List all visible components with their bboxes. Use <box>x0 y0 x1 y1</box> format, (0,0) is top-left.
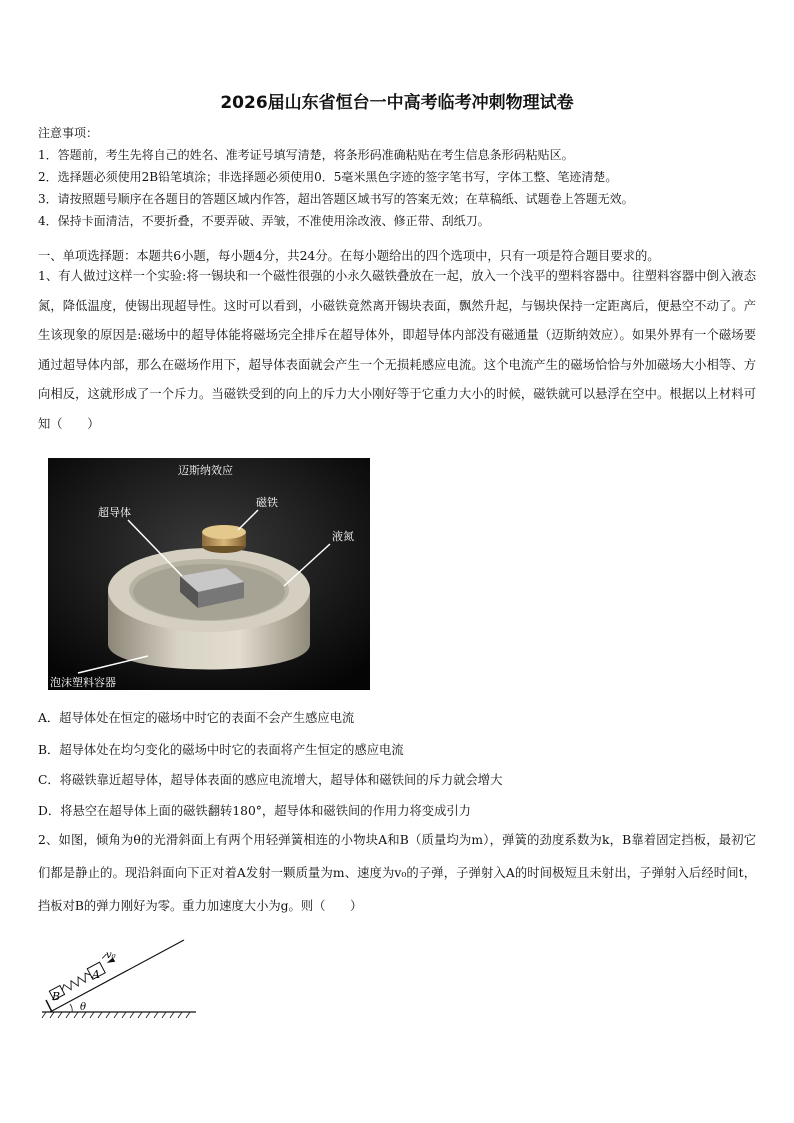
note-item-4: 4．保持卡面清洁，不要折叠，不要弄破、弄皱，不准使用涂改液、修正带、刮纸刀。 <box>38 214 490 228</box>
figure-title: 迈斯纳效应 <box>178 464 233 477</box>
label-v0: v₀ <box>106 950 116 961</box>
question-1-option-c: C．将磁铁靠近超导体，超导体表面的感应电流增大，超导体和磁铁间的斥力就会增大 <box>38 773 503 787</box>
section-heading: 一、单项选择题：本题共6小题，每小题4分，共24分。在每小题给出的四个选项中，只有一项是符合题目要求的。 <box>38 249 660 263</box>
page-title: 2026届山东省恒台一中高考临考冲刺物理试卷 <box>220 93 574 113</box>
meissner-effect-figure <box>48 458 370 690</box>
notes-heading: 注意事项： <box>38 126 99 140</box>
label-superconductor: 超导体 <box>98 506 131 519</box>
label-theta: θ <box>80 1002 87 1013</box>
question-2-stem: 2、如图，倾角为θ的光滑斜面上有两个用轻弹簧相连的小物块A和B（质量均为m），弹簧的劲度系数为k，B靠着固定挡板，最初它们都是静止的。现沿斜面向下正对着A发射一颗质量为m、速度为v₀的子弹，子弹射入A的时间极短且未射出，子弹射入后经时间t，挡板对B的弹力刚好为零。重力加速度大小为g。则（ ） <box>38 833 756 913</box>
incline-spring-figure <box>40 936 200 1026</box>
label-b: B <box>52 990 61 1003</box>
question-1-stem: 1、有人做过这样一个实验:将一锡块和一个磁性很强的小永久磁铁叠放在一起，放入一个浅平的塑料容器中。往塑料容器中倒入液态氮，降低温度，使锡出现超导性。这时可以看到，小磁铁竟然离开锡块表面，飘然升起，与锡块保持一定距离后，便悬空不动了。产生该现象的原因是:磁场中的超导体能将磁场完全排斥在超导体外，即超导体内部没有磁通量（迈斯纳效应）。如果外界有一个磁场要通过超导体内部，那么在磁场作用下，超导体表面就会产生一个无损耗感应电流。这个电流产生的磁场恰恰与外加磁场大小相等、方向相反，这就形成了一个斥力。当磁铁受到的向上的斥力大小刚好等于它重力大小的时候，磁铁就可以悬浮在空中。根据以上材料可知（ ） <box>38 269 756 431</box>
question-1-option-a: A．超导体处在恒定的磁场中时它的表面不会产生感应电流 <box>38 711 355 725</box>
question-1-option-b: B．超导体处在均匀变化的磁场中时它的表面将产生恒定的感应电流 <box>38 743 404 757</box>
question-1-option-d: D．将悬空在超导体上面的磁铁翻转180°，超导体和磁铁间的作用力将变成引力 <box>38 804 471 818</box>
label-a: A <box>92 968 100 981</box>
label-foam-container: 泡沫塑料容器 <box>50 676 116 689</box>
note-item-2: 2．选择题必须使用2B铅笔填涂；非选择题必须使用0．5毫米黑色字迹的签字笔书写，字体工整、笔迹清楚。 <box>38 170 618 184</box>
note-item-1: 1．答题前，考生先将自己的姓名、准考证号填写清楚，将条形码准确粘贴在考生信息条形码粘贴区。 <box>38 148 574 162</box>
label-magnet: 磁铁 <box>256 496 278 509</box>
label-liquid-nitrogen: 液氮 <box>332 530 354 543</box>
note-item-3: 3．请按照题号顺序在各题目的答题区域内作答，超出答题区域书写的答案无效；在草稿纸、试题卷上答题无效。 <box>38 192 634 206</box>
